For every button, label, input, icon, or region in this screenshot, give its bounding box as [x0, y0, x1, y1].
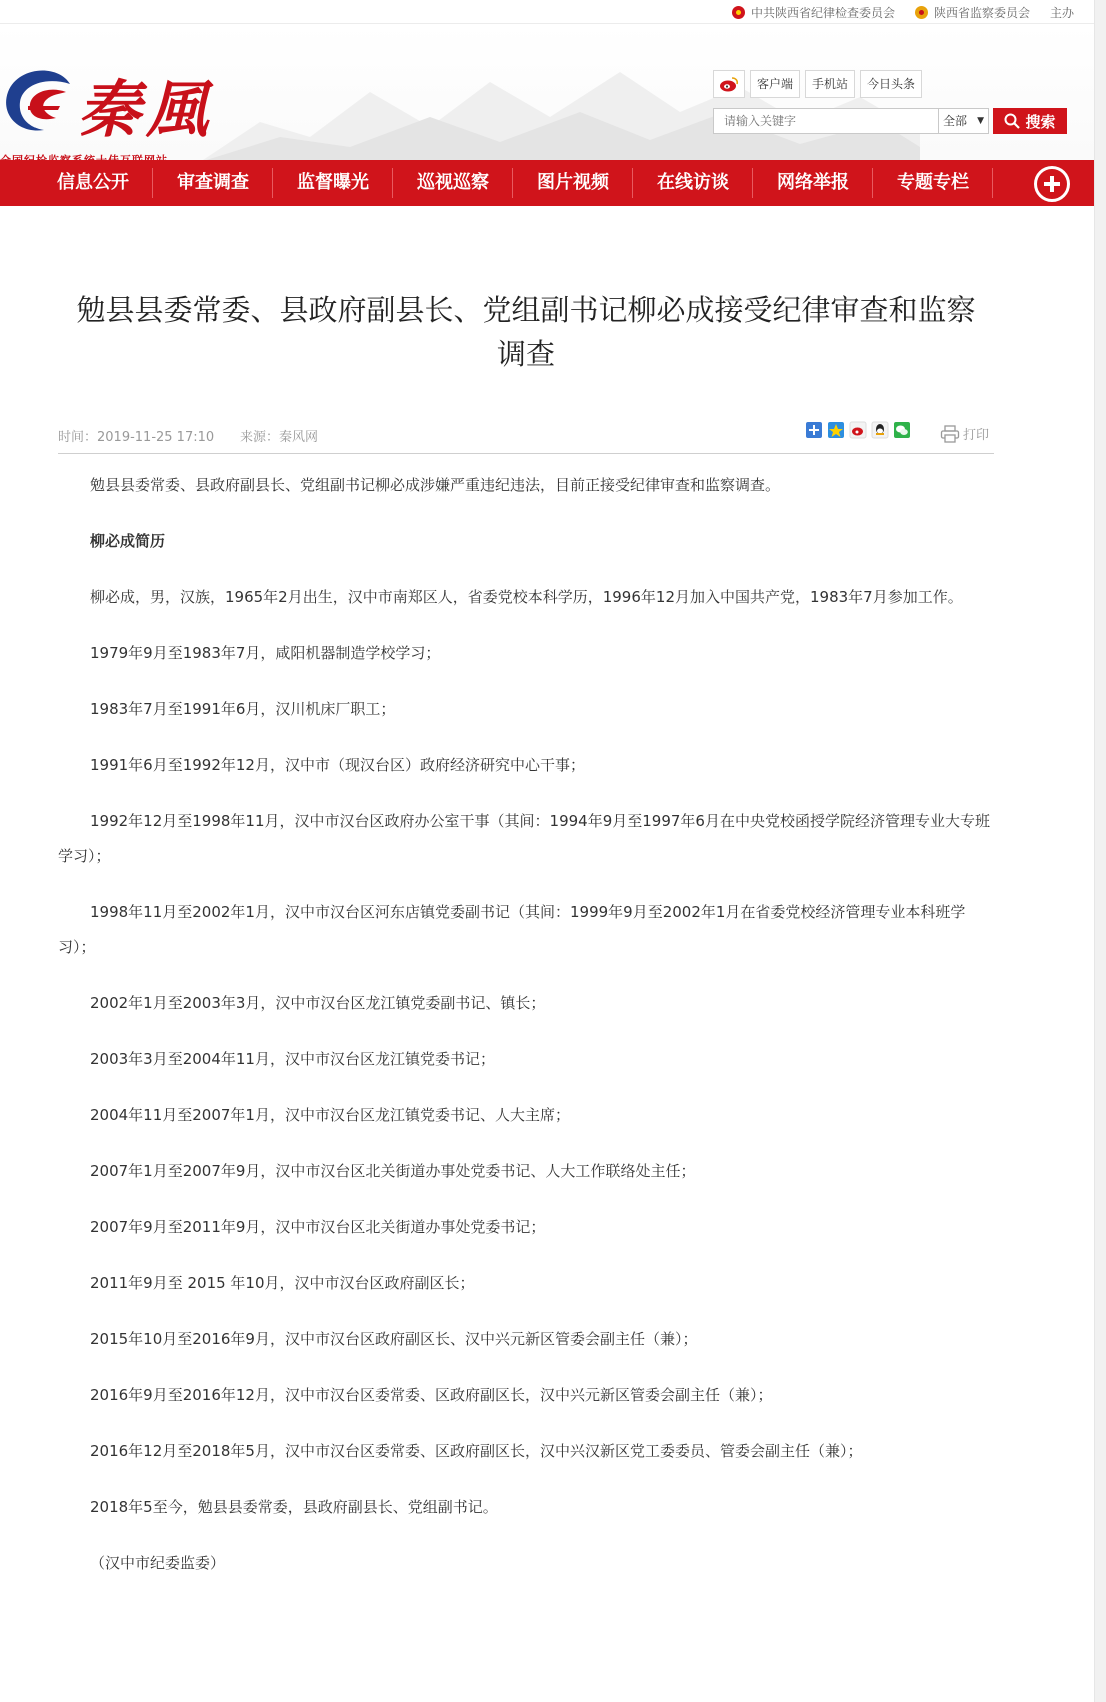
nav-item-online-reporting[interactable]: 网络举报	[777, 172, 849, 193]
search-icon	[1004, 113, 1020, 129]
paragraph: 2016年9月至2016年12月，汉中市汉台区委常委、区政府副区长，汉中兴元新区管委会副主任（兼）；	[90, 1386, 773, 1404]
host-supervision-commission[interactable]: 陕西省监察委员会	[933, 6, 1030, 20]
paragraph: 1998年11月至2002年1月，汉中市汉台区河东店镇党委副书记（其间：1999年9月至2002年1月在省委党校经济管理专业本科班学习）；	[58, 903, 966, 956]
paragraph: 1979年9月至1983年7月，咸阳机器制造学校学习；	[90, 644, 441, 662]
nav-separator	[992, 168, 993, 198]
article-source: 来源：秦风网	[240, 430, 319, 445]
paragraph: 1992年12月至1998年11月，汉中市汉台区政府办公室干事（其间：1994年9月至1997年6月在中央党校函授学院经济管理专业大专班学习）；	[58, 812, 990, 865]
paragraph: 1991年6月至1992年12月，汉中市（现汉台区）政府经济研究中心干事；	[90, 756, 585, 774]
article-title	[58, 288, 994, 376]
host-info	[732, 4, 1074, 21]
weibo-icon	[719, 76, 739, 92]
logo-wordmark: 秦風	[78, 73, 215, 146]
paragraph: 2002年1月至2003年3月，汉中市汉台区龙江镇党委副书记、镇长；	[90, 994, 546, 1012]
paragraph: 2007年1月至2007年9月，汉中市汉台区北关街道办事处党委书记、人大工作联络处主任；	[90, 1162, 696, 1180]
nav-item-supervision-exposure[interactable]: 监督曝光	[297, 172, 369, 193]
paragraph: 2003年3月至2004年11月，汉中市汉台区龙江镇党委书记；	[90, 1050, 495, 1068]
section-heading: 柳必成简历	[90, 532, 166, 550]
nav-more-plus-icon[interactable]	[1034, 166, 1070, 202]
host-discipline-commission[interactable]: 中共陕西省纪律检查委员会	[750, 6, 895, 20]
qzone-icon[interactable]	[828, 422, 844, 438]
search-button[interactable]	[993, 108, 1067, 134]
paragraph: 2018年5至今，勉县县委常委，县政府副县长、党组副书记。	[90, 1498, 498, 1516]
paragraph: 2016年12月至2018年5月，汉中市汉台区委常委、区政府副区长，汉中兴汉新区党工委委员、管委会副主任（兼）；	[90, 1442, 863, 1460]
site-header	[0, 24, 1094, 160]
nav-item-photos-videos[interactable]: 图片视频	[537, 172, 609, 193]
toutiao-link[interactable]: 今日头条	[860, 70, 922, 98]
share-more-icon[interactable]	[806, 422, 822, 438]
nav-item-review-investigation[interactable]: 审查调查	[177, 172, 249, 193]
main-nav	[0, 160, 1094, 206]
article-title-line1: 勉县县委常委、县政府副县长、党组副书记柳必成接受纪律审查和监察	[76, 293, 976, 327]
national-emblem-icon	[915, 6, 928, 19]
logo-swoosh-icon	[0, 62, 76, 138]
article-attribution: （汉中市纪委监委）	[90, 1554, 226, 1572]
quick-links	[713, 70, 922, 98]
article-title-line2: 调查	[496, 337, 555, 371]
paragraph: 2015年10月至2016年9月，汉中市汉台区政府副区长、汉中兴元新区管委会副主任（兼）；	[90, 1330, 698, 1348]
printer-icon	[940, 425, 960, 443]
nav-item-info-disclosure[interactable]: 信息公开	[57, 172, 129, 193]
caret-down-icon: ▼	[977, 116, 984, 126]
client-app-link[interactable]: 客户端	[750, 70, 800, 98]
print-label: 打印	[963, 428, 990, 443]
sina-weibo-share-icon[interactable]	[850, 422, 866, 438]
nav-item-online-interviews[interactable]: 在线访谈	[657, 172, 729, 193]
weibo-link[interactable]	[713, 70, 745, 98]
nav-item-inspection-tours[interactable]: 巡视巡察	[417, 172, 489, 193]
search-scope-value: 全部	[943, 114, 968, 128]
article-body	[58, 468, 994, 1581]
paragraph: 2007年9月至2011年9月，汉中市汉台区北关街道办事处党委书记；	[90, 1218, 546, 1236]
party-emblem-icon	[732, 6, 745, 19]
search-bar	[713, 108, 1067, 134]
article-meta	[58, 420, 994, 454]
host-suffix: 主办	[1049, 6, 1074, 20]
ink-mountain-background	[200, 52, 920, 162]
paragraph: 1983年7月至1991年6月，汉川机床厂职工；	[90, 700, 396, 718]
paragraph: 柳必成，男，汉族，1965年2月出生，汉中市南郑区人，省委党校本科学历，1996年12月加入中国共产党，1983年7月参加工作。	[90, 588, 963, 606]
mobile-site-link[interactable]: 手机站	[805, 70, 855, 98]
search-scope-select[interactable]	[939, 108, 989, 134]
site-logo[interactable]	[0, 42, 260, 152]
qq-share-icon[interactable]	[872, 422, 888, 438]
vertical-scrollbar[interactable]	[1094, 0, 1106, 1702]
top-host-bar	[0, 0, 1094, 24]
paragraph: 2011年9月至 2015 年10月，汉中市汉台区政府副区长；	[90, 1274, 475, 1292]
paragraph: 勉县县委常委、县政府副县长、党组副书记柳必成涉嫌严重违纪违法，目前正接受纪律审查和监察调查。	[90, 476, 781, 494]
publish-time: 时间：2019-11-25 17:10	[58, 430, 215, 445]
paragraph: 2004年11月至2007年1月，汉中市汉台区龙江镇党委书记、人大主席；	[90, 1106, 570, 1124]
search-button-label: 搜索	[1025, 112, 1056, 131]
print-button[interactable]	[940, 424, 989, 443]
share-toolbar	[806, 422, 910, 438]
search-input[interactable]	[713, 108, 939, 134]
nav-item-special-topics[interactable]: 专题专栏	[897, 172, 969, 193]
wechat-share-icon[interactable]	[894, 422, 910, 438]
article	[58, 206, 994, 1602]
